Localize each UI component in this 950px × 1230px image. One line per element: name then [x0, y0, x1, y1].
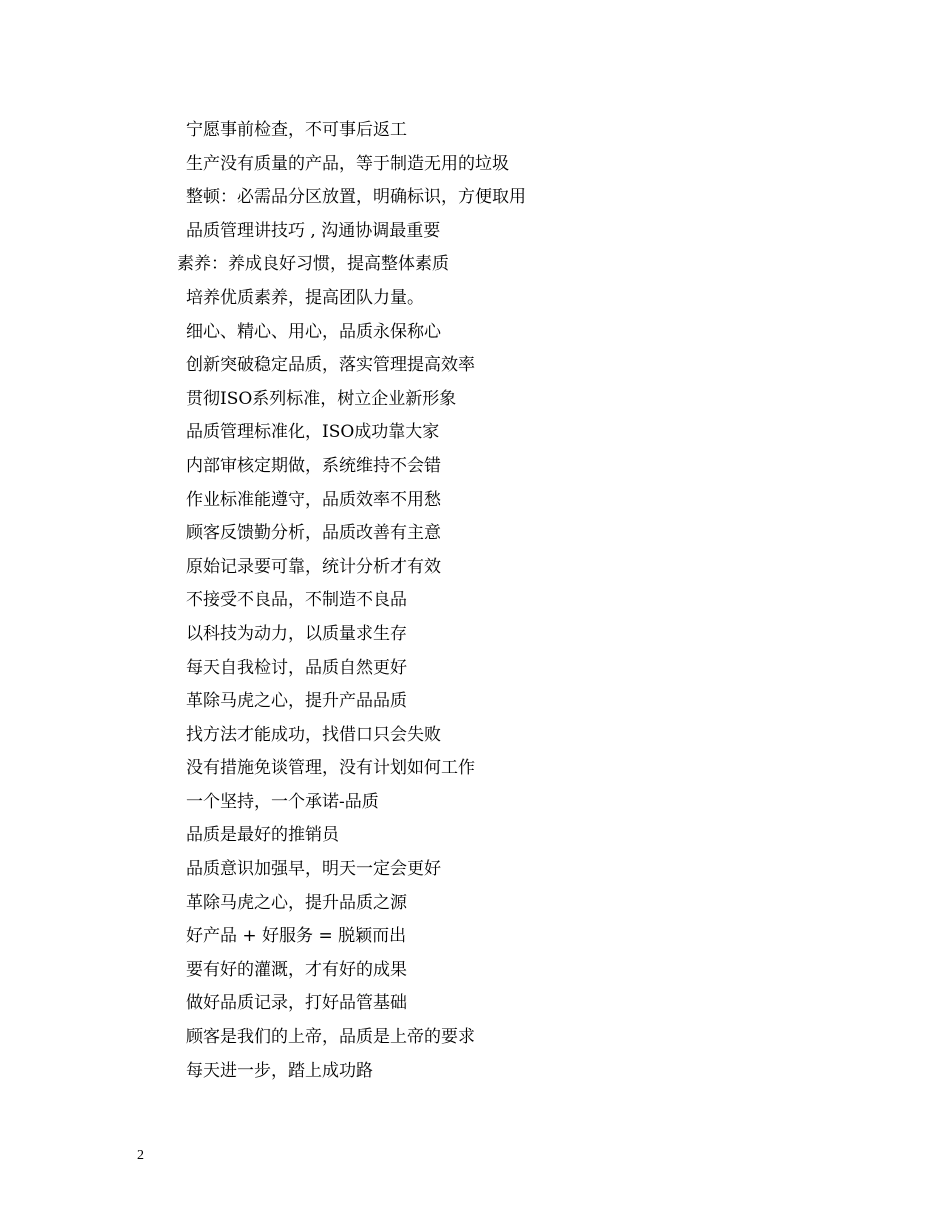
slogan-line: 每天进一步，踏上成功路	[186, 1060, 373, 1081]
page-number: 2	[137, 1148, 144, 1163]
slogan-line: 整顿：必需品分区放置，明确标识，方便取用	[186, 187, 526, 208]
slogan-line: 生产没有质量的产品，等于制造无用的垃圾	[186, 153, 509, 174]
slogan-line: 品质是最好的推销员	[186, 825, 339, 846]
slogan-line: 品质意识加强早，明天一定会更好	[186, 859, 441, 880]
slogan-line: 顾客反馈勤分析，品质改善有主意	[186, 523, 441, 544]
slogan-line: 好产品 + 好服务 = 脱颖而出	[186, 926, 407, 947]
slogan-line: 做好品质记录，打好品管基础	[186, 993, 407, 1014]
slogan-line: 作业标准能遵守，品质效率不用愁	[186, 489, 441, 510]
slogan-line: 革除马虎之心，提升品质之源	[186, 892, 407, 913]
slogan-line: 革除马虎之心，提升产品品质	[186, 691, 407, 712]
slogan-line: 不接受不良品，不制造不良品	[186, 590, 407, 611]
slogan-line: 顾客是我们的上帝，品质是上帝的要求	[186, 1027, 475, 1048]
slogan-line: 培养优质素养，提高团队力量。	[186, 287, 424, 308]
slogan-line: 要有好的灌溉，才有好的成果	[186, 959, 407, 980]
slogan-line: 原始记录要可靠，统计分析才有效	[186, 556, 441, 577]
slogan-line: 找方法才能成功，找借口只会失败	[186, 724, 441, 745]
slogan-line: 每天自我检讨，品质自然更好	[186, 657, 407, 678]
slogan-line: 品质管理标准化，ISO成功靠大家	[186, 422, 440, 443]
slogan-line: 细心、精心、用心，品质永保称心	[186, 321, 441, 342]
slogan-line: 素养：养成良好习惯，提高整体素质	[177, 254, 449, 275]
slogan-line: 一个坚持，一个承诺-品质	[186, 791, 379, 812]
slogan-list	[177, 116, 877, 1090]
slogan-line: 没有措施免谈管理，没有计划如何工作	[186, 758, 475, 779]
slogan-line: 创新突破稳定品质，落实管理提高效率	[186, 355, 475, 376]
slogan-line: 内部审核定期做，系统维持不会错	[186, 455, 441, 476]
slogan-line: 品质管理讲技巧 , 沟通协调最重要	[186, 220, 441, 241]
slogan-line: 以科技为动力，以质量求生存	[186, 623, 407, 644]
slogan-line: 贯彻ISO系列标准，树立企业新形象	[186, 388, 457, 409]
slogan-line: 宁愿事前检查，不可事后返工	[186, 120, 407, 140]
